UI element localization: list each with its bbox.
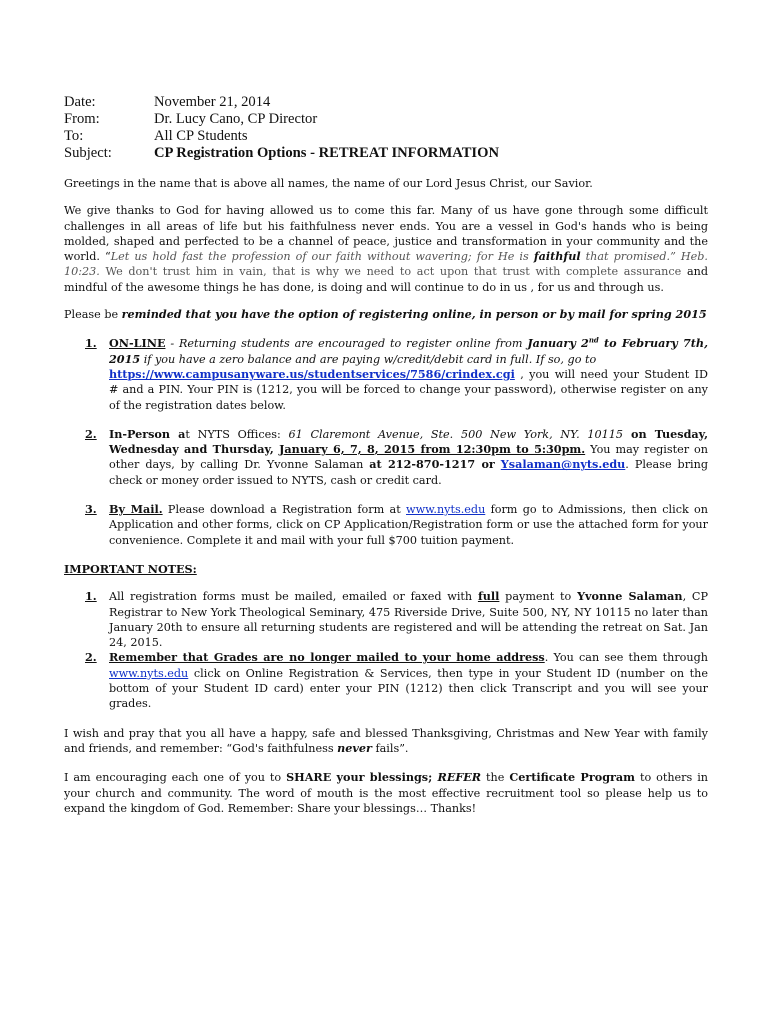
share-text-a: I am encouraging each one of you to — [64, 771, 287, 785]
salaman-email-link[interactable]: Ysalaman@nyts.edu — [500, 457, 626, 472]
in-person-dates: January 6, 7, 8, 2015 from 12:30pm to 5:30pm. — [279, 442, 586, 457]
important-notes-heading: IMPORTANT NOTES: — [64, 561, 197, 576]
grades-text-a: . You can see them through — [544, 651, 708, 665]
option-in-person — [64, 427, 708, 488]
subject-label: Subject: — [64, 145, 112, 161]
date-value: November 21, 2014 — [154, 94, 271, 110]
scripture-quote-bold: faithful — [533, 249, 581, 264]
memo-subject-row — [64, 145, 708, 162]
in-person-phone: at 212-870-1217 or — [369, 457, 495, 472]
grades-emphasis: Remember that Grades are no longer mailed to your home address — [109, 650, 545, 665]
share-text-b: the — [481, 771, 510, 785]
by-mail-desc-a: Please download a Registration form at — [162, 503, 407, 517]
note-text-a: All registration forms must be mailed, emailed or faxed with — [109, 590, 478, 604]
option-number: 3. — [85, 502, 97, 517]
holiday-paragraph — [64, 726, 708, 757]
note-registrar-name: Yvonne Salaman — [577, 589, 683, 604]
note-body — [109, 589, 708, 650]
note-item — [64, 589, 708, 650]
option-number: 1. — [85, 336, 97, 351]
by-mail-title: By Mail. — [109, 502, 163, 517]
to-value: All CP Students — [154, 128, 248, 144]
reminder-paragraph — [64, 307, 708, 322]
note-body — [109, 650, 708, 711]
online-desc-a: Returning students are encouraged to register online from — [178, 337, 528, 351]
online-desc-b: if you have a zero balance and are paying w/credit/debit card in full. If so, go to — [140, 352, 597, 366]
online-date-b: to February 7th, 2015 — [109, 336, 708, 366]
memo-to-row — [64, 128, 708, 145]
option-by-mail — [64, 502, 708, 548]
faith-text-b: and mindful of the awesome things he has done, is doing and will continue to do in us , for us and through us. — [64, 265, 708, 294]
scripture-quote-a: Let us hold fast the profession of our faith without wavering; for He is — [110, 250, 534, 264]
from-value: Dr. Lucy Cano, CP Director — [154, 111, 318, 127]
share-paragraph — [64, 770, 708, 816]
certificate-program: Certificate Program — [509, 770, 635, 785]
share-emphasis: SHARE your blessings; — [286, 770, 438, 785]
by-mail-desc-b: form go to Admissions, then click on Application and other forms, click on CP Application/Registration form or use the attached form for your convenience. Complete it and mail with your full $700 tuition payment. — [109, 503, 708, 547]
note-full: full — [477, 589, 500, 604]
note-text-c: , CP Registrar to New York Theological Seminary, 475 Riverside Drive, Suite 500, NY, NY 10115 no later than January 20th to ensure all returning students are registered and will be attending the retreat on Sat. Jan 24, 2015. — [109, 590, 709, 650]
note-number: 1. — [85, 589, 97, 604]
faith-paragraph — [64, 203, 708, 295]
online-date-a: January 2 — [527, 336, 589, 351]
refer-emphasis: REFER — [437, 770, 482, 785]
subject-value: CP Registration Options - RETREAT INFORMATION — [154, 145, 499, 161]
option-online-body — [109, 336, 708, 412]
nyts-link[interactable]: www.nyts.edu — [406, 503, 486, 517]
in-person-days: on Tuesday, Wednesday and Thursday, — [109, 426, 708, 457]
reminder-emphasis: reminded that you have the option of registering online, in person or by mail for spring 2015 — [121, 307, 707, 322]
nyts-link[interactable]: www.nyts.edu — [109, 666, 189, 680]
memo-from-row — [64, 111, 708, 128]
online-title: ON-LINE — [109, 336, 166, 351]
memo-header — [64, 94, 708, 162]
online-desc-c: , you will need your Student ID # and a PIN. Your PIN is (1212, you will be forced to change your password), otherwise register on any of the registration dates below. — [109, 367, 708, 412]
faith-text-a: We give thanks to God for having allowed us to come this far. Many of us have gone through some difficult challenges in all areas of life but his faithfulness never ends. You are a vessel in God's hands who is being molded, shaped and perfected to be a channel of peace, justice and transformation in your community and the world. “ — [64, 204, 708, 264]
option-in-person-body — [109, 427, 708, 488]
reminder-prefix: Please be — [64, 308, 122, 322]
note-item — [64, 650, 708, 711]
holiday-never: never — [337, 740, 372, 755]
option-online — [64, 336, 708, 412]
scripture-quote-b: that promised.” Heb. 10:23. — [64, 250, 708, 279]
note-text-b: payment to — [499, 590, 578, 604]
holiday-text-b: fails”. — [371, 741, 409, 755]
option-number: 2. — [85, 426, 97, 441]
date-label: Date: — [64, 94, 96, 110]
from-label: From: — [64, 111, 100, 127]
in-person-title-b: t NYTS Offices: — [185, 427, 289, 441]
online-dash: - — [165, 337, 179, 351]
grades-text-b: click on Online Registration & Services, then type in your Student ID (number on the bottom of your Student ID card) enter your PIN (1212) then click Transcript and you will see your grades. — [109, 666, 708, 711]
in-person-desc-b: . Please bring check or money order issued to NYTS, cash or credit card. — [109, 458, 708, 487]
to-label: To: — [64, 128, 84, 144]
in-person-title-a: In-Person a — [109, 426, 186, 441]
in-person-desc-a: You may register on other days, by calling Dr. Yvonne Salaman — [109, 443, 708, 472]
note-number: 2. — [85, 650, 97, 665]
option-by-mail-body — [109, 502, 708, 548]
in-person-address: 61 Claremont Avenue, Ste. 500 New York, NY. 10115 — [288, 427, 623, 441]
share-text-c: to others in your church and community. The word of mouth is the most effective recruitment tool so please help us to expand the kingdom of God. Remember: Share your blessings… Thanks! — [64, 771, 708, 815]
memo-date-row — [64, 94, 708, 111]
greeting-paragraph: Greetings in the name that is above all names, the name of our Lord Jesus Christ, our Savior. — [64, 177, 593, 190]
faith-text-grey: We don't trust him in vain, that is why we need to act upon that trust with complete assurance — [99, 265, 682, 279]
online-date-sup: nd — [588, 335, 599, 345]
holiday-text-a: I wish and pray that you all have a happy, safe and blessed Thanksgiving, Christmas and New Year with family and friends, and remember: “God's faithfulness — [64, 726, 708, 755]
campusanyware-link[interactable]: https://www.campusanyware.us/studentservices/7586/crindex.cgi — [109, 366, 515, 381]
